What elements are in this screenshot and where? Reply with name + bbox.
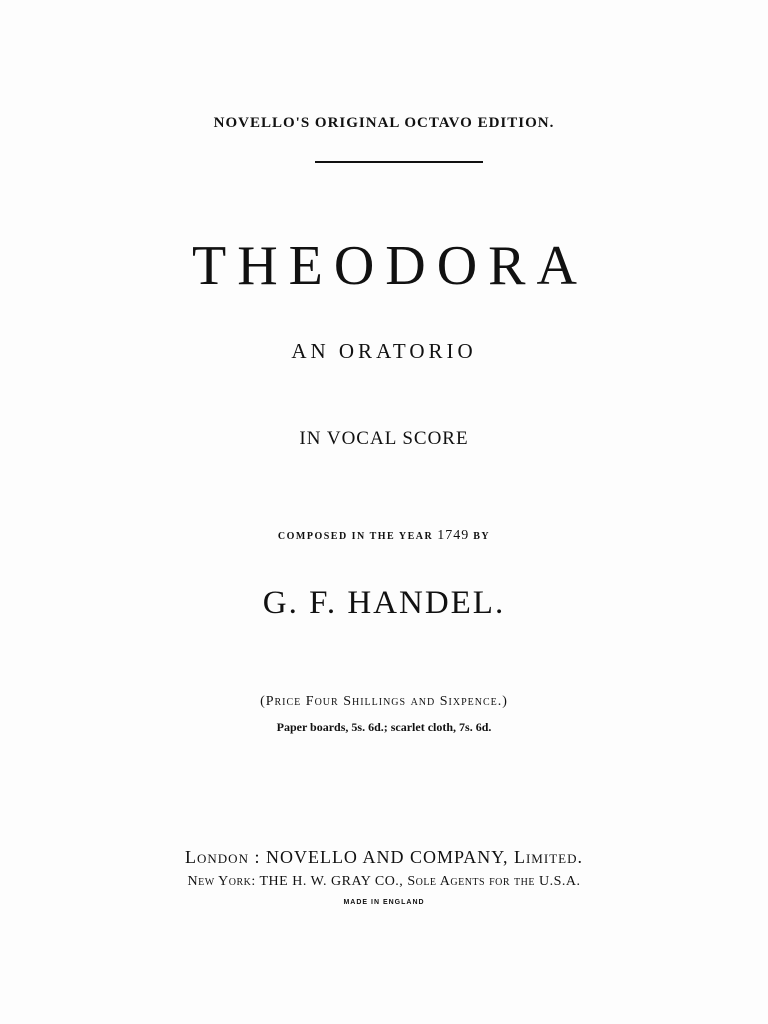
composition-year: 1749: [437, 528, 470, 543]
publisher-line: [0, 847, 768, 868]
publisher-name: NOVELLO AND COMPANY,: [260, 847, 514, 867]
publisher-suffix: Limited.: [513, 847, 583, 867]
agents-role: Sole Agents for the U.S.A.: [407, 874, 581, 889]
agents-name: THE H. W. GRAY CO.,: [255, 874, 408, 889]
agents-city: New York:: [187, 874, 256, 889]
composer-name: G. F. HANDEL.: [262, 585, 506, 621]
composed-prefix: COMPOSED IN THE YEAR: [277, 531, 438, 542]
score-type: IN VOCAL SCORE: [299, 428, 469, 449]
composition-line: [0, 528, 768, 544]
price-line: (Price Four Shillings and Sixpence.): [260, 694, 508, 709]
made-in-note: MADE IN ENGLAND: [343, 899, 425, 906]
publisher-city: London :: [185, 847, 261, 867]
agents-line: [0, 874, 768, 890]
binding-prices: Paper boards, 5s. 6d.; scarlet cloth, 7s. 6d.: [276, 720, 492, 734]
page-title: THEODORA: [192, 235, 588, 297]
subtitle: AN ORATORIO: [291, 339, 477, 363]
series-heading: NOVELLO'S ORIGINAL OCTAVO EDITION.: [213, 115, 555, 131]
composed-suffix: BY: [469, 531, 491, 542]
divider-rule: [315, 161, 483, 163]
